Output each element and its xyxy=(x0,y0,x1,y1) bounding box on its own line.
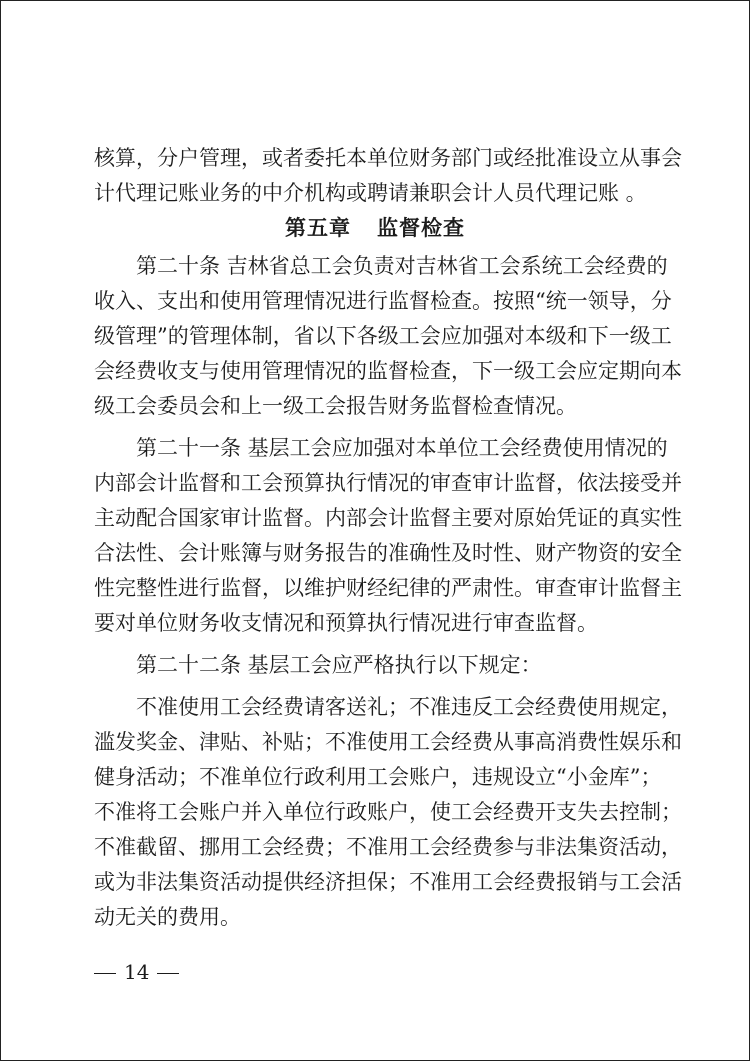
dash-right xyxy=(157,973,179,974)
body-line: 主动配合国家审计监督。内部会计监督主要对原始凭证的真实性 xyxy=(94,506,682,530)
chapter-heading xyxy=(0,208,750,248)
body-line: 滥发奖金、津贴、补贴；不准使用工会经费从事高消费性娱乐和 xyxy=(94,730,682,754)
body-line: 要对单位财务收支情况和预算执行情况进行审查监督。 xyxy=(94,611,598,635)
rules-first-line: 不准使用工会经费请客送礼；不准违反工会经费使用规定， xyxy=(136,695,682,719)
body-line: 会经费收支与使用管理情况的监督检查，下一级工会应定期向本 xyxy=(94,359,682,383)
body-line: 性完整性进行监督，以维护财经纪律的严肃性。审查审计监督主 xyxy=(94,576,682,600)
body-line: 核算，分户管理，或者委托本单位财务部门或经批准设立从事会 xyxy=(94,146,682,170)
article-20-first-line: 第二十条 吉林省总工会负责对吉林省工会系统工会经费的 xyxy=(136,254,668,278)
article-21-first-line: 第二十一条 基层工会应加强对本单位工会经费使用情况的 xyxy=(136,436,668,460)
page-number-value: 14 xyxy=(124,960,150,984)
body-line: 不准截留、挪用工会经费；不准用工会经费参与非法集资活动， xyxy=(94,835,682,859)
body-line: 动无关的费用。 xyxy=(94,905,241,929)
body-line: 级管理”的管理体制，省以下各级工会应加强对本级和下一级工 xyxy=(94,324,672,348)
body-line: 计代理记账业务的中介机构或聘请兼职会计人员代理记账 。 xyxy=(94,181,647,205)
chapter-title: 监督检查 xyxy=(377,216,465,240)
body-line: 内部会计监督和工会预算执行情况的审查审计监督，依法接受并 xyxy=(94,471,682,495)
page-number xyxy=(94,954,179,990)
body-line: 不准将工会账户并入单位行政账户，使工会经费开支失去控制； xyxy=(94,800,682,824)
body-line: 健身活动；不准单位行政利用工会账户，违规设立“小金库”； xyxy=(94,765,662,789)
body-line: 收入、支出和使用管理情况进行监督检查。按照“统一领导，分 xyxy=(94,289,672,313)
body-line: 级工会委员会和上一级工会报告财务监督检查情况。 xyxy=(94,394,577,418)
body-line: 合法性、会计账簿与财务报告的准确性及时性、财产物资的安全 xyxy=(94,541,682,565)
chapter-number: 第五章 xyxy=(285,216,351,240)
article-22-first-line: 第二十二条 基层工会应严格执行以下规定： xyxy=(136,653,542,677)
body-line: 或为非法集资活动提供经济担保；不准用工会经费报销与工会活 xyxy=(94,870,682,894)
dash-left xyxy=(94,973,116,974)
